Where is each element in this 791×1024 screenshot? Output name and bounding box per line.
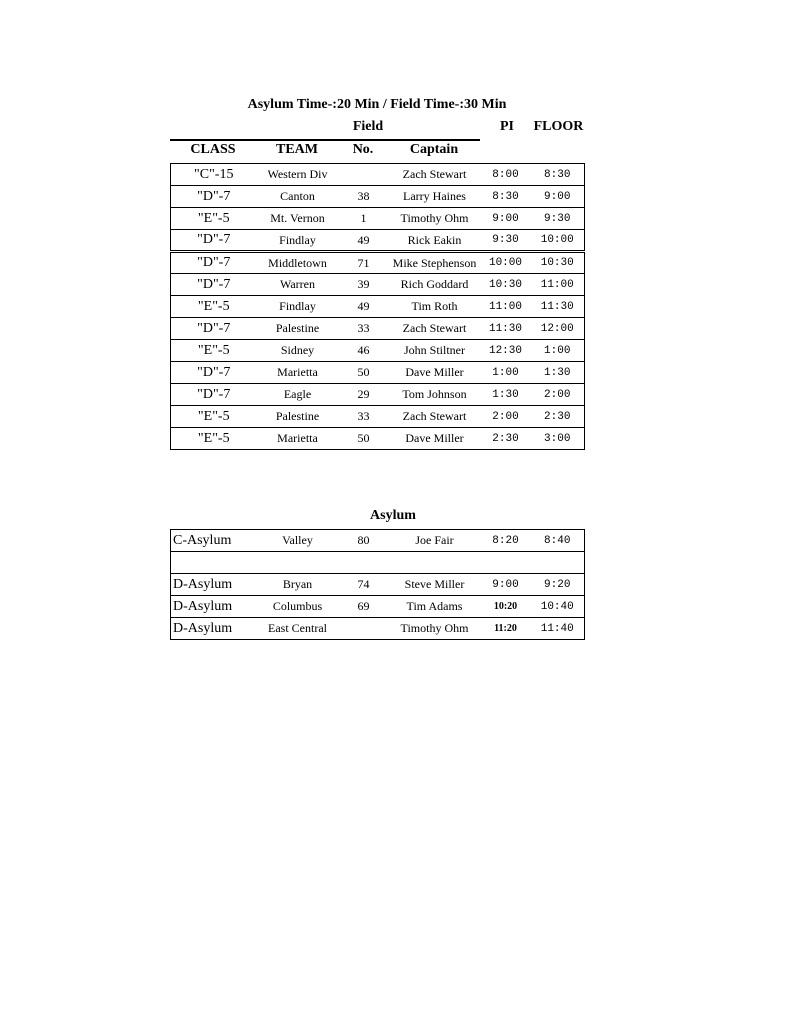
class-cell: "E"-5 (171, 340, 257, 362)
class-cell: "E"-5 (171, 406, 257, 428)
captain-cell: Rick Eakin (407, 232, 462, 247)
floor-time-cell: 8:30 (531, 164, 585, 186)
team-cell: Sidney (280, 343, 315, 357)
floor-time-cell: 9:00 (531, 186, 585, 208)
header-class: CLASS (190, 142, 236, 157)
table-row (171, 252, 585, 274)
team-cell: Marietta (277, 365, 318, 379)
floor-time-cell: 8:40 (531, 530, 585, 552)
table-row (171, 186, 585, 208)
table-row (171, 208, 585, 230)
header-pi: PI (500, 119, 514, 134)
number-cell (339, 552, 389, 574)
team-cell: Valley (282, 533, 313, 547)
class-cell: D-Asylum (171, 596, 257, 618)
pi-time-cell: 11:30 (488, 322, 522, 335)
floor-time-cell: 10:40 (531, 596, 585, 618)
header-captain: Captain (409, 142, 459, 157)
captain-cell: Dave Miller (405, 431, 464, 445)
floor-time-cell: 9:20 (531, 574, 585, 596)
team-cell: Canton (280, 189, 315, 203)
captain-cell: Zach Stewart (402, 167, 467, 181)
floor-time-cell: 11:00 (531, 274, 585, 296)
captain-cell: Mike Stephenson (392, 255, 477, 270)
class-cell: "C"-15 (171, 164, 257, 186)
number-cell: 80 (357, 533, 370, 547)
column-headers (170, 142, 584, 162)
asylum-table (170, 529, 585, 640)
captain-cell: Timothy Ohm (400, 621, 469, 635)
team-cell: East Central (268, 621, 327, 635)
floor-time-cell: 3:00 (531, 428, 585, 450)
number-cell: 50 (357, 365, 370, 379)
pi-time-cell: 8:00 (492, 168, 519, 181)
floor-time-cell (531, 552, 585, 574)
page-title: Asylum Time-:20 Min / Field Time-:30 Min (247, 97, 507, 112)
team-cell: Palestine (275, 409, 320, 423)
table-row (171, 340, 585, 362)
number-cell: 29 (357, 387, 370, 401)
class-cell: "E"-5 (171, 208, 257, 230)
class-cell: D-Asylum (171, 574, 257, 596)
number-cell: 33 (357, 409, 370, 423)
floor-time-cell: 11:40 (531, 618, 585, 640)
number-cell: 49 (357, 299, 370, 313)
table-row (171, 230, 585, 252)
table-row (171, 574, 585, 596)
asylum-title: Asylum (370, 508, 416, 523)
captain-cell: Rich Goddard (400, 277, 469, 291)
header-team: TEAM (276, 142, 318, 157)
table-row (171, 428, 585, 450)
table-row (171, 530, 585, 552)
number-cell (339, 164, 389, 186)
floor-time-cell: 12:00 (531, 318, 585, 340)
team-cell: Warren (279, 277, 315, 291)
table-row (171, 596, 585, 618)
number-cell: 69 (357, 599, 370, 613)
pi-time-cell: 9:30 (492, 234, 519, 246)
captain-cell: Dave Miller (405, 365, 464, 379)
captain-cell: Zach Stewart (402, 409, 467, 423)
team-cell: Eagle (283, 387, 312, 401)
class-cell: C-Asylum (171, 530, 257, 552)
class-cell: "D"-7 (171, 252, 257, 274)
captain-cell: Timothy Ohm (400, 211, 469, 225)
number-cell: 38 (357, 189, 370, 203)
team-cell: Mt. Vernon (270, 211, 325, 225)
class-cell (171, 552, 257, 574)
table-row (171, 406, 585, 428)
class-cell: "D"-7 (171, 318, 257, 340)
pi-time-cell (481, 552, 531, 574)
number-cell: 33 (357, 321, 370, 335)
table-row (171, 552, 585, 574)
class-cell: "D"-7 (171, 384, 257, 406)
floor-time-cell: 1:00 (531, 340, 585, 362)
captain-cell (389, 552, 481, 574)
table-row (171, 296, 585, 318)
pi-time-cell: 11:00 (488, 300, 522, 313)
pi-time-cell: 8:30 (492, 190, 519, 203)
pi-time-cell: 1:30 (492, 388, 519, 401)
class-cell: "E"-5 (171, 428, 257, 450)
pi-time-cell: 1:00 (492, 366, 519, 379)
class-cell: "D"-7 (171, 186, 257, 208)
captain-cell: Steve Miller (404, 577, 465, 591)
pi-time-cell: 10:00 (488, 257, 522, 269)
floor-time-cell: 2:00 (531, 384, 585, 406)
team-cell: Marietta (277, 431, 318, 445)
captain-cell: Zach Stewart (402, 321, 467, 335)
table-row (171, 618, 585, 640)
header-rule (170, 139, 480, 141)
class-cell: "D"-7 (171, 230, 257, 252)
floor-time-cell: 2:30 (531, 406, 585, 428)
class-cell: "D"-7 (171, 362, 257, 384)
number-cell: 71 (357, 255, 370, 270)
number-cell: 50 (357, 431, 370, 445)
number-cell: 39 (357, 277, 370, 291)
floor-time-cell: 9:30 (531, 208, 585, 230)
schedule-table (170, 163, 585, 450)
table-row (171, 274, 585, 296)
floor-time-cell: 11:30 (531, 296, 585, 318)
number-cell: 1 (360, 211, 367, 225)
pi-time-cell: 2:00 (492, 410, 519, 423)
captain-cell: Tom Johnson (402, 387, 467, 401)
floor-time-cell: 1:30 (531, 362, 585, 384)
table-row (171, 164, 585, 186)
team-cell: Bryan (282, 577, 313, 591)
team-cell: Findlay (279, 232, 316, 247)
number-cell: 74 (357, 577, 370, 591)
floor-time-cell: 10:30 (531, 252, 585, 274)
captain-cell: Larry Haines (403, 189, 466, 203)
pi-time-cell: 11:20 (494, 623, 517, 634)
number-cell: 46 (357, 343, 370, 357)
header-floor: FLOOR (533, 119, 584, 134)
floor-time-cell: 10:00 (531, 230, 585, 252)
captain-cell: Joe Fair (415, 533, 454, 547)
pi-time-cell: 9:00 (492, 578, 519, 591)
number-cell (339, 618, 389, 640)
team-cell: Columbus (272, 599, 323, 613)
captain-cell: Tim Roth (411, 299, 458, 313)
class-cell: "E"-5 (171, 296, 257, 318)
team-cell: Middletown (268, 255, 327, 270)
pi-time-cell: 10:20 (493, 601, 518, 612)
pi-time-cell: 9:00 (492, 212, 519, 225)
table-row (171, 384, 585, 406)
pi-time-cell: 12:30 (488, 344, 522, 357)
captain-cell: John Stiltner (403, 343, 465, 357)
pi-time-cell: 8:20 (492, 534, 519, 547)
team-cell (257, 552, 339, 574)
class-cell: D-Asylum (171, 618, 257, 640)
table-row (171, 362, 585, 384)
captain-cell: Tim Adams (406, 599, 463, 613)
header-no: No. (352, 142, 374, 157)
pi-time-cell: 10:30 (488, 278, 522, 291)
number-cell: 49 (357, 232, 370, 247)
header-field: Field (352, 119, 384, 134)
class-cell: "D"-7 (171, 274, 257, 296)
team-cell: Palestine (275, 321, 320, 335)
table-row (171, 318, 585, 340)
team-cell: Findlay (279, 299, 316, 313)
team-cell: Western Div (267, 167, 328, 181)
pi-time-cell: 2:30 (492, 432, 519, 445)
